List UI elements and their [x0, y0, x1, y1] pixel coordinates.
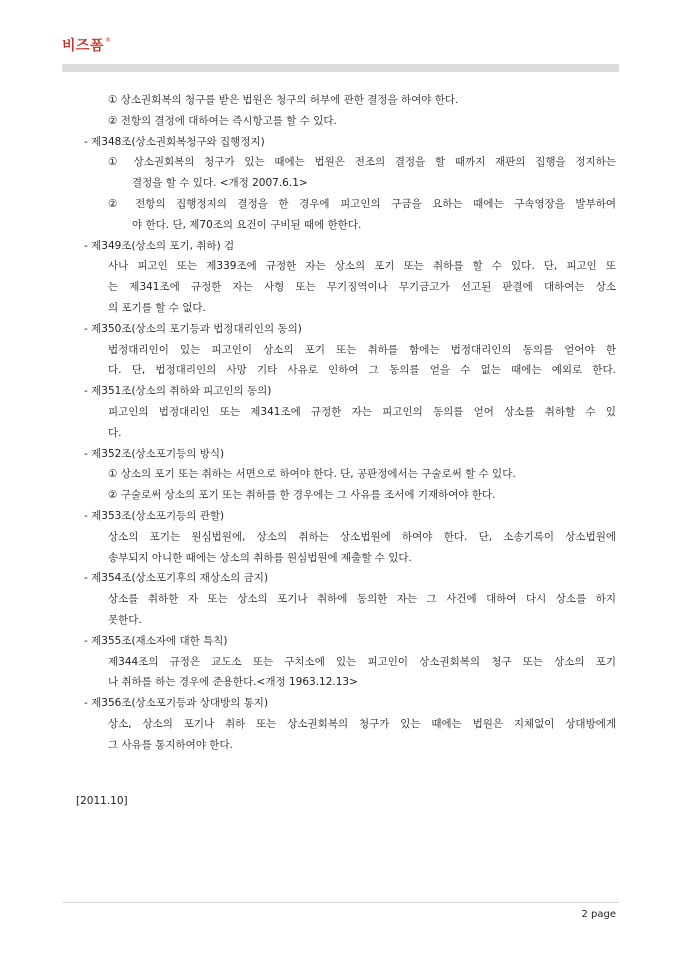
paragraph-line: 나 취하를 하는 경우에 준용한다.<개정 1963.12.13> — [108, 676, 358, 689]
paragraph-line: 다. 단, 법정대리인의 사망 기타 사유로 인하여 그 동의를 얻을 수 없는 때에는 예외로 한다. — [108, 364, 616, 377]
paragraph-line: ② 전항의 집행정지의 결정을 한 경우에 피고인의 구금을 요하는 때에는 구속영장을 발부하여 — [108, 197, 616, 210]
paragraph-line: 못한다. — [108, 613, 142, 626]
paragraph-line: ② 구술로써 상소의 포기 또는 취하를 한 경우에는 그 사유를 조서에 기재하여야 한다. — [108, 489, 496, 502]
paragraph-line: 송부되지 아니한 때에는 상소의 취하를 원심법원에 제출할 수 있다. — [108, 551, 412, 564]
paragraph-line: ② 전항의 결정에 대하여는 즉시항고를 할 수 있다. — [108, 114, 337, 127]
paragraph-line: 상소의 포기는 원심법원에, 상소의 취하는 상소법원에 하여야 한다. 단, 소송기록이 상소법원에 — [108, 530, 616, 543]
article-heading: - 제348조(상소권회복청구와 집행정지) — [84, 135, 265, 148]
article-heading: - 제355조(재소자에 대한 특칙) — [84, 634, 228, 647]
paragraph-line: 는 제341조에 규정한 자는 사형 또는 무기징역이나 무기금고가 선고된 판결에 대하여는 상소 — [108, 281, 616, 294]
footer-divider — [62, 902, 619, 903]
paragraph-line: 상소, 상소의 포기나 취하 또는 상소권회복의 청구가 있는 때에는 법원은 지체없이 상대방에게 — [108, 717, 616, 730]
article-heading: - 제356조(상소포기등과 상대방의 통지) — [84, 697, 269, 710]
page-number: 2 page — [581, 909, 616, 920]
paragraph-line: ① 상소권회복의 청구를 받은 법원은 청구의 허부에 관한 결정을 하여야 한다. — [108, 94, 459, 106]
paragraph-line: 제344조의 규정은 교도소 또는 구치소에 있는 피고인이 상소권회복의 청구 또는 상소의 포기 — [108, 655, 616, 668]
paragraph-line: 다. — [108, 426, 122, 439]
article-heading: - 제349조(상소의 포기, 취하) 검 — [84, 239, 235, 252]
paragraph-line: 상소를 취하한 자 또는 상소의 포기나 취하에 동의한 자는 그 사건에 대하여 다시 상소를 하지 — [108, 593, 616, 606]
article-heading: - 제351조(상소의 취하와 피고인의 동의) — [84, 385, 272, 398]
paragraph-line: 의 포기를 할 수 없다. — [108, 301, 206, 314]
paragraph-line: 그 사유를 통지하여야 한다. — [108, 738, 233, 751]
paragraph-line: 피고인의 법정대리인 또는 제341조에 규정한 자는 피고인의 동의를 얻어 상소를 취하할 수 있 — [108, 405, 616, 418]
article-heading: - 제354조(상소포기후의 재상소의 금지) — [84, 572, 269, 585]
bizform-logo — [62, 37, 111, 55]
document-body — [84, 90, 616, 756]
paragraph-line: 결정을 할 수 있다. <개정 2007.6.1> — [132, 177, 308, 190]
paragraph-line: 법정대리인이 있는 피고인이 상소의 포기 또는 취하를 함에는 법정대리인의 동의를 얻어야 한 — [108, 343, 616, 356]
paragraph-line: 야 한다. 단, 제70조의 요건이 구비된 때에 한한다. — [132, 218, 362, 231]
article-heading: - 제350조(상소의 포기등과 법정대리인의 동의) — [84, 322, 302, 335]
paragraph-line: ① 상소의 포기 또는 취하는 서면으로 하여야 한다. 단, 공판정에서는 구술로써 할 수 있다. — [108, 468, 516, 481]
registered-mark: ® — [105, 37, 112, 44]
header-divider-bar — [62, 64, 619, 72]
article-heading: - 제352조(상소포기등의 방식) — [84, 447, 225, 460]
paragraph-line: ① 상소권회복의 청구가 있는 때에는 법원은 전조의 결정을 할 때까지 재판의 집행을 정지하는 — [108, 156, 616, 169]
logo-text: 비즈폼 — [62, 38, 105, 54]
article-heading: - 제353조(상소포기등의 관할) — [84, 509, 225, 522]
paragraph-line: 사나 피고인 또는 제339조에 규정한 자는 상소의 포기 또는 취하를 할 수 있다. 단, 피고인 또 — [108, 260, 616, 273]
revision-date: [2011.10] — [76, 795, 128, 807]
